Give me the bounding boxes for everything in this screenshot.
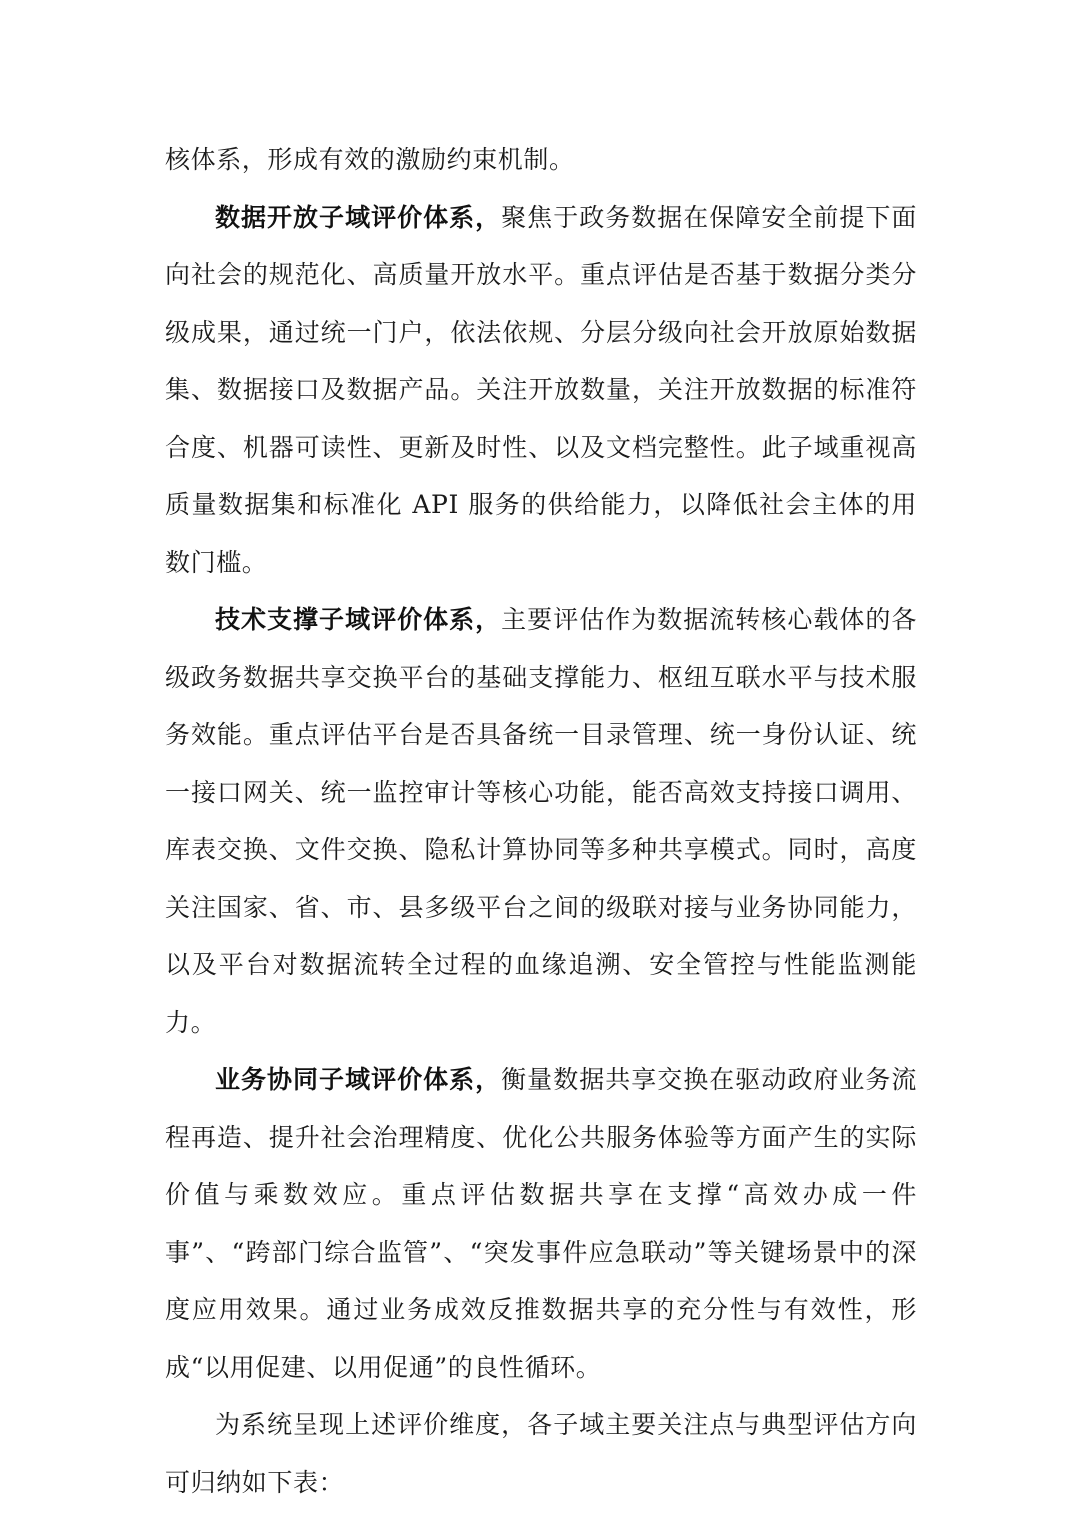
paragraph-text: 聚焦于政务数据在保障安全前提下面向社会的规范化、高质量开放水平。重点评估是否基于数据分类分级成果，通过统一门户，依法依规、分层分级向社会开放原始数据集、数据接口及数据产品。关注开放数量，关注开放数据的标准符合度、机器可读性、更新及时性、以及文档完整性。此子域重视高质量数据集和标准化 API 服务的供给能力，以降低社会主体的用数门槛。 [165, 202, 917, 577]
paragraph-continuation [165, 131, 917, 189]
paragraph-lead-heading: 数据开放子域评价体系， [215, 202, 502, 232]
document-body [165, 131, 917, 1511]
paragraph-text: 主要评估作为数据流转核心载体的各级政务数据共享交换平台的基础支撑能力、枢纽互联水平与技术服务效能。重点评估平台是否具备统一目录管理、统一身份认证、统一接口网关、统一监控审计等核心功能，能否高效支持接口调用、库表交换、文件交换、隐私计算协同等多种共享模式。同时，高度关注国家、省、市、县多级平台之间的级联对接与业务协同能力，以及平台对数据流转全过程的血缘追溯、安全管控与性能监测能力。 [165, 605, 917, 1037]
paragraph-tech-support [165, 591, 917, 1051]
paragraph-summary-intro [165, 1396, 917, 1511]
paragraph-business-collab [165, 1051, 917, 1396]
paragraph-text: 核体系，形成有效的激励约束机制。 [165, 145, 575, 174]
paragraph-lead-heading: 业务协同子域评价体系， [215, 1065, 502, 1094]
paragraph-lead-heading: 技术支撑子域评价体系， [215, 605, 502, 634]
paragraph-text: 衡量数据共享交换在驱动政府业务流程再造、提升社会治理精度、优化公共服务体验等方面产生的实际价值与乘数效应。重点评估数据共享在支撑“高效办成一件事”、“跨部门综合监管”、“突发事件应急联动”等关键场景中的深度应用效果。通过业务成效反推数据共享的充分性与有效性，形成“以用促建、以用促通”的良性循环。 [165, 1065, 917, 1382]
paragraph-text: 为系统呈现上述评价维度，各子域主要关注点与典型评估方向可归纳如下表： [165, 1410, 917, 1497]
paragraph-data-opening [165, 189, 917, 592]
